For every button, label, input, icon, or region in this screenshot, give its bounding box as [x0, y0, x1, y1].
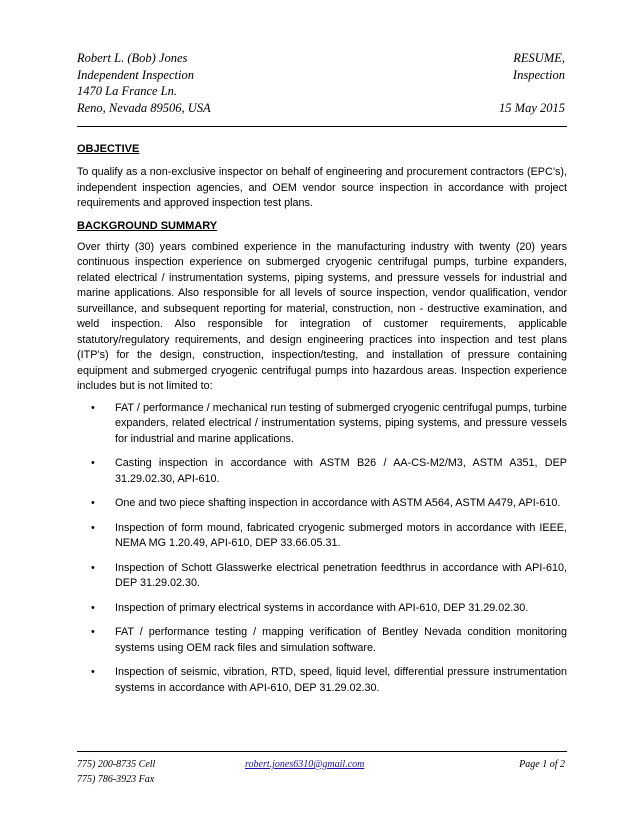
- list-item: [77, 456, 567, 487]
- background-summary-text: Over thirty (30) years combined experience in the manufacturing industry with twenty (20) years continuous inspection experience on submerged cryogenic centrifugal pumps, turbine expanders, related electrical / instrumentation systems, piping systems, and pressure vessels for industrial and marine applications. Also responsible for all levels of source inspection, vendor qualification, vendor surveillance, and subsequent reporting for material, construction, non - destructive examination, and weld inspection. Also responsible for integration of customer requirements, applicable statutory/regulatory requirements, and design engineering practices into inspection and test plans (ITP’s) for the design, construction, inspection/testing, and installation of pressure containing equipment and submerged cryogenic centrifugal pumps into hazardous areas. Inspection experience includes but is not limited to:: [77, 240, 567, 392]
- email-link[interactable]: robert.jones6310@gmail.com: [245, 759, 365, 770]
- list-item: [77, 561, 567, 592]
- list-item: [77, 625, 567, 656]
- header-divider: [77, 126, 567, 127]
- role-label: Inspection: [512, 67, 565, 82]
- bullet-icon: •: [91, 521, 95, 534]
- bullet-icon: •: [91, 666, 95, 678]
- bullet-icon: •: [91, 457, 95, 469]
- resume-body: [77, 142, 567, 705]
- city-address: Reno, Nevada 89506, USA: [77, 100, 211, 115]
- fax-number: 775) 786-3923 Fax: [77, 774, 155, 785]
- list-item: [77, 496, 567, 512]
- bullet-icon: •: [91, 626, 95, 638]
- bullet-icon: •: [91, 401, 95, 414]
- bullet-icon: •: [91, 601, 95, 614]
- document-date: 15 May 2015: [499, 100, 565, 115]
- footer-divider: [77, 751, 567, 752]
- resume-header: [77, 50, 565, 116]
- inspection-experience-list: [77, 401, 567, 697]
- list-item-text: One and two piece shafting inspection in accordance with ASTM A564, ASTM A479, API-610.: [115, 497, 561, 509]
- objective-text: To qualify as a non-exclusive inspector on behalf of engineering and procurement contractors (EPC’s), independent inspection agencies, and OEM vendor source inspection in accordance with project requirements and approved inspection test plans.: [77, 166, 567, 209]
- company-name: Independent Inspection: [77, 67, 194, 82]
- objective-heading: OBJECTIVE: [77, 143, 140, 155]
- bullet-icon: •: [91, 561, 95, 574]
- list-item-text: Inspection of form mound, fabricated cryogenic submerged motors in accordance with IEEE, NEMA MG 1.20.49, API-610, DEP 33.66.05.31.: [115, 521, 567, 549]
- list-item-text: Inspection of seismic, vibration, RTD, speed, liquid level, differential pressure instrumentation systems in accordance with API-610, DEP 31.29.02.30.: [115, 666, 567, 694]
- list-item-text: Inspection of primary electrical systems in accordance with API-610, DEP 31.29.02.30.: [115, 601, 529, 614]
- list-item: [77, 665, 567, 696]
- resume-footer: [77, 757, 565, 787]
- background-summary-heading: BACKGROUND SUMMARY: [77, 219, 218, 232]
- page-number: Page 1 of 2: [519, 759, 565, 770]
- cell-phone: 775) 200-8735 Cell: [77, 759, 156, 770]
- applicant-name: Robert L. (Bob) Jones: [77, 51, 188, 65]
- list-item: [77, 601, 567, 617]
- list-item-text: FAT / performance / mechanical run testing of submerged cryogenic centrifugal pumps, turbine expanders, related electrical / instrumentation systems, piping systems, and pressure vessels for industrial and marine applications.: [115, 401, 567, 445]
- document-type: RESUME,: [513, 51, 565, 65]
- list-item: [77, 521, 567, 552]
- list-item-text: Inspection of Schott Glasswerke electrical penetration feedthrus in accordance with API-610, DEP 31.29.02.30.: [115, 561, 567, 589]
- list-item-text: Casting inspection in accordance with ASTM B26 / AA-CS-M2/M3, ASTM A351, DEP 31.29.02.30, API-610.: [115, 457, 567, 485]
- bullet-icon: •: [91, 497, 95, 509]
- street-address: 1470 La France Ln.: [77, 84, 177, 98]
- list-item-text: FAT / performance testing / mapping verification of Bentley Nevada condition monitoring systems using OEM rack files and simulation software.: [115, 626, 567, 654]
- list-item: [77, 401, 567, 448]
